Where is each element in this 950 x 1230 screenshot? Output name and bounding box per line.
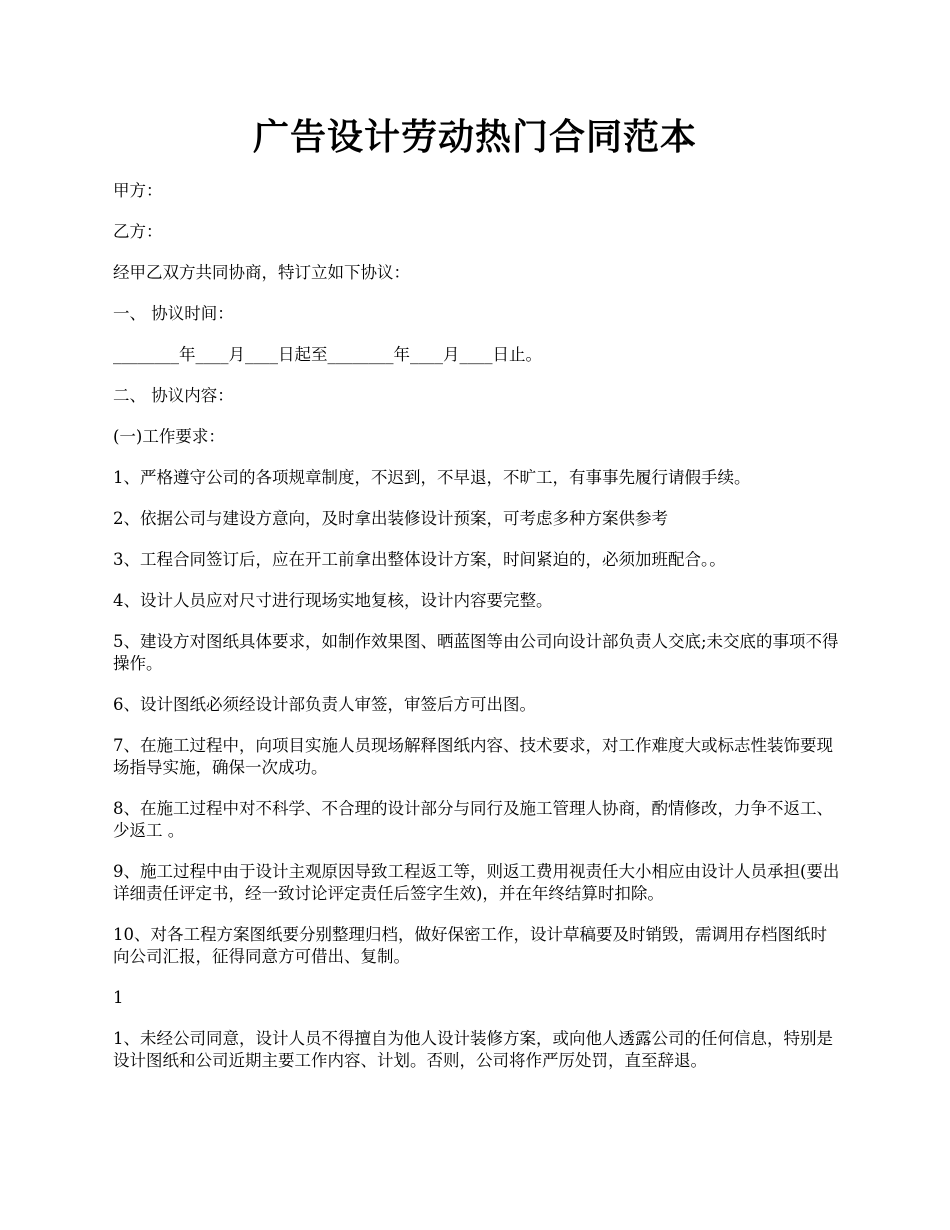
term-dates-line: ________年____月____日起至________年____月____日止。	[113, 345, 542, 364]
section-heading-term: 一、 协议时间：	[113, 304, 234, 323]
page-number-marker: 1	[113, 988, 124, 1007]
document-body	[113, 180, 841, 1091]
intro-paragraph: 经甲乙双方共同协商，特订立如下协议：	[113, 263, 410, 282]
confidentiality-clause: 1、未经公司同意，设计人员不得擅自为他人设计装修方案，或向他人透露公司的任何信息，特别是设计图纸和公司近期主要工作内容、计划。否则，公司将作严厉处罚，直至辞退。	[113, 1029, 833, 1070]
clause-1: 1、严格遵守公司的各项规章制度，不迟到，不早退，不旷工，有事事先履行请假手续。	[113, 468, 751, 487]
clause-2: 2、依据公司与建设方意向，及时拿出装修设计预案，可考虑多种方案供参考	[113, 509, 668, 528]
clause-5: 5、建设方对图纸具体要求，如制作效果图、晒蓝图等由公司向设计部负责人交底;未交底的事项不得操作。	[113, 632, 839, 673]
clause-9: 9、施工过程中由于设计主观原因导致工程返工等，则返工费用视责任大小相应由设计人员承担(要出详细责任评定书，经一致讨论评定责任后签字生效)，并在年终结算时扣除。	[113, 862, 840, 903]
clause-4: 4、设计人员应对尺寸进行现场实地复核，设计内容要完整。	[113, 591, 553, 610]
clause-6: 6、设计图纸必须经设计部负责人审签，审签后方可出图。	[113, 695, 536, 714]
document-title: 广告设计劳动热门合同范本	[252, 116, 697, 158]
clause-3: 3、工程合同签订后，应在开工前拿出整体设计方案，时间紧迫的，必须加班配合。。	[113, 550, 726, 569]
section-heading-content: 二、 协议内容：	[113, 386, 234, 405]
clause-10: 10、对各工程方案图纸要分别整理归档，做好保密工作，设计草稿要及时销毁，需调用存档图纸时向公司汇报，征得同意方可借出、复制。	[113, 925, 827, 966]
subsection-heading-requirements: (一)工作要求：	[113, 427, 225, 446]
party-b-line: 乙方：	[113, 222, 163, 241]
clause-8: 8、在施工过程中对不科学、不合理的设计部分与同行及施工管理人协商，酌情修改，力争不返工、少返工 。	[113, 799, 833, 840]
party-a-line: 甲方：	[113, 181, 163, 200]
clause-7: 7、在施工过程中，向项目实施人员现场解释图纸内容、技术要求，对工作难度大或标志性装饰要现场指导实施，确保一次成功。	[113, 736, 833, 777]
